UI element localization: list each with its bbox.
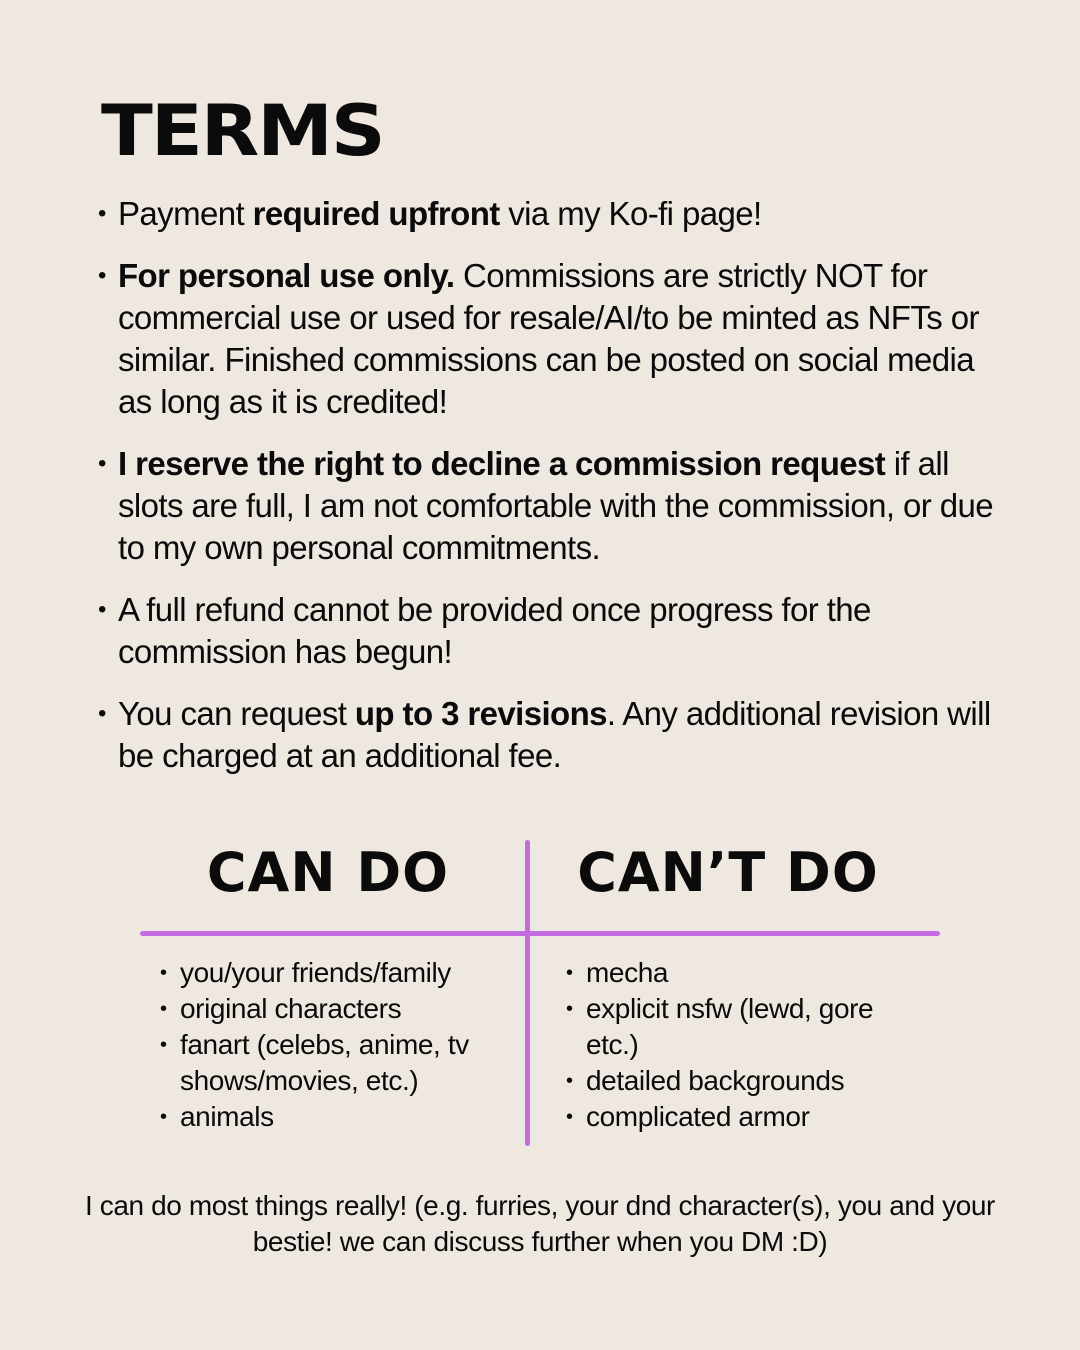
term-text: if all slots are full, I am not comfortable with the commission, or due to my own personal commitments. [118,445,993,566]
bullet-icon: • [160,1034,167,1056]
list-item-text: original characters [180,993,402,1024]
term-text: A full refund cannot be provided once progress for the commission has begun! [118,591,871,670]
term-item [98,255,998,423]
list-item [566,1099,926,1135]
bullet-icon: • [566,998,573,1020]
list-item-text: explicit nsfw (lewd, gore etc.) [586,993,874,1060]
list-item [566,1063,926,1099]
bullet-icon: • [566,1106,573,1128]
page-title: TERMS [101,89,384,172]
term-item [98,193,998,235]
list-item-text: fanart (celebs, anime, tv shows/movies, etc.) [180,1029,469,1096]
list-item-text: you/your friends/family [180,957,451,988]
list-item [160,991,520,1027]
footer-note: I can do most things really! (e.g. furries, your dnd character(s), you and your bestie! we can discuss further when you DM :D) [85,1190,995,1257]
term-text: Payment [118,195,253,232]
list-item [160,955,520,991]
term-text: via my Ko-fi page! [499,195,762,232]
can-do-heading: CAN DO [206,841,450,904]
cant-do-list [566,955,926,1135]
term-emphasis: For personal use only. [118,257,455,294]
bullet-icon: • [566,962,573,984]
cant-do-heading: CAN’T DO [577,841,879,904]
term-item [98,693,998,777]
term-emphasis: up to 3 revisions [354,695,607,732]
bullet-icon: • [160,962,167,984]
term-emphasis: I reserve the right to decline a commission request [118,445,886,482]
bullet-icon: • [160,1106,167,1128]
list-item-text: mecha [586,957,669,988]
list-item [160,1027,520,1099]
terms-list [98,193,998,797]
list-item-text: complicated armor [586,1101,810,1132]
list-item [566,991,926,1063]
header-divider [140,931,940,936]
can-do-list [160,955,520,1135]
list-item-text: detailed backgrounds [586,1065,845,1096]
list-item-text: animals [180,1101,274,1132]
term-text: . Any additional revision will be charged at an additional fee. [118,695,991,774]
bullet-icon: • [98,596,106,623]
term-text: Commissions are strictly NOT for commercial use or used for resale/AI/to be minted as NFTs or similar. Finished commissions can be posted on social media as long as it is credited! [118,257,979,420]
bullet-icon: • [98,700,106,727]
term-emphasis: required upfront [252,195,500,232]
column-divider [525,840,530,1146]
bullet-icon: • [160,998,167,1020]
list-item [566,955,926,991]
bullet-icon: • [98,262,106,289]
term-item [98,589,998,673]
list-item [160,1099,520,1135]
term-item [98,443,998,569]
bullet-icon: • [566,1070,573,1092]
term-text: You can request [118,695,355,732]
bullet-icon: • [98,200,106,227]
bullet-icon: • [98,450,106,477]
